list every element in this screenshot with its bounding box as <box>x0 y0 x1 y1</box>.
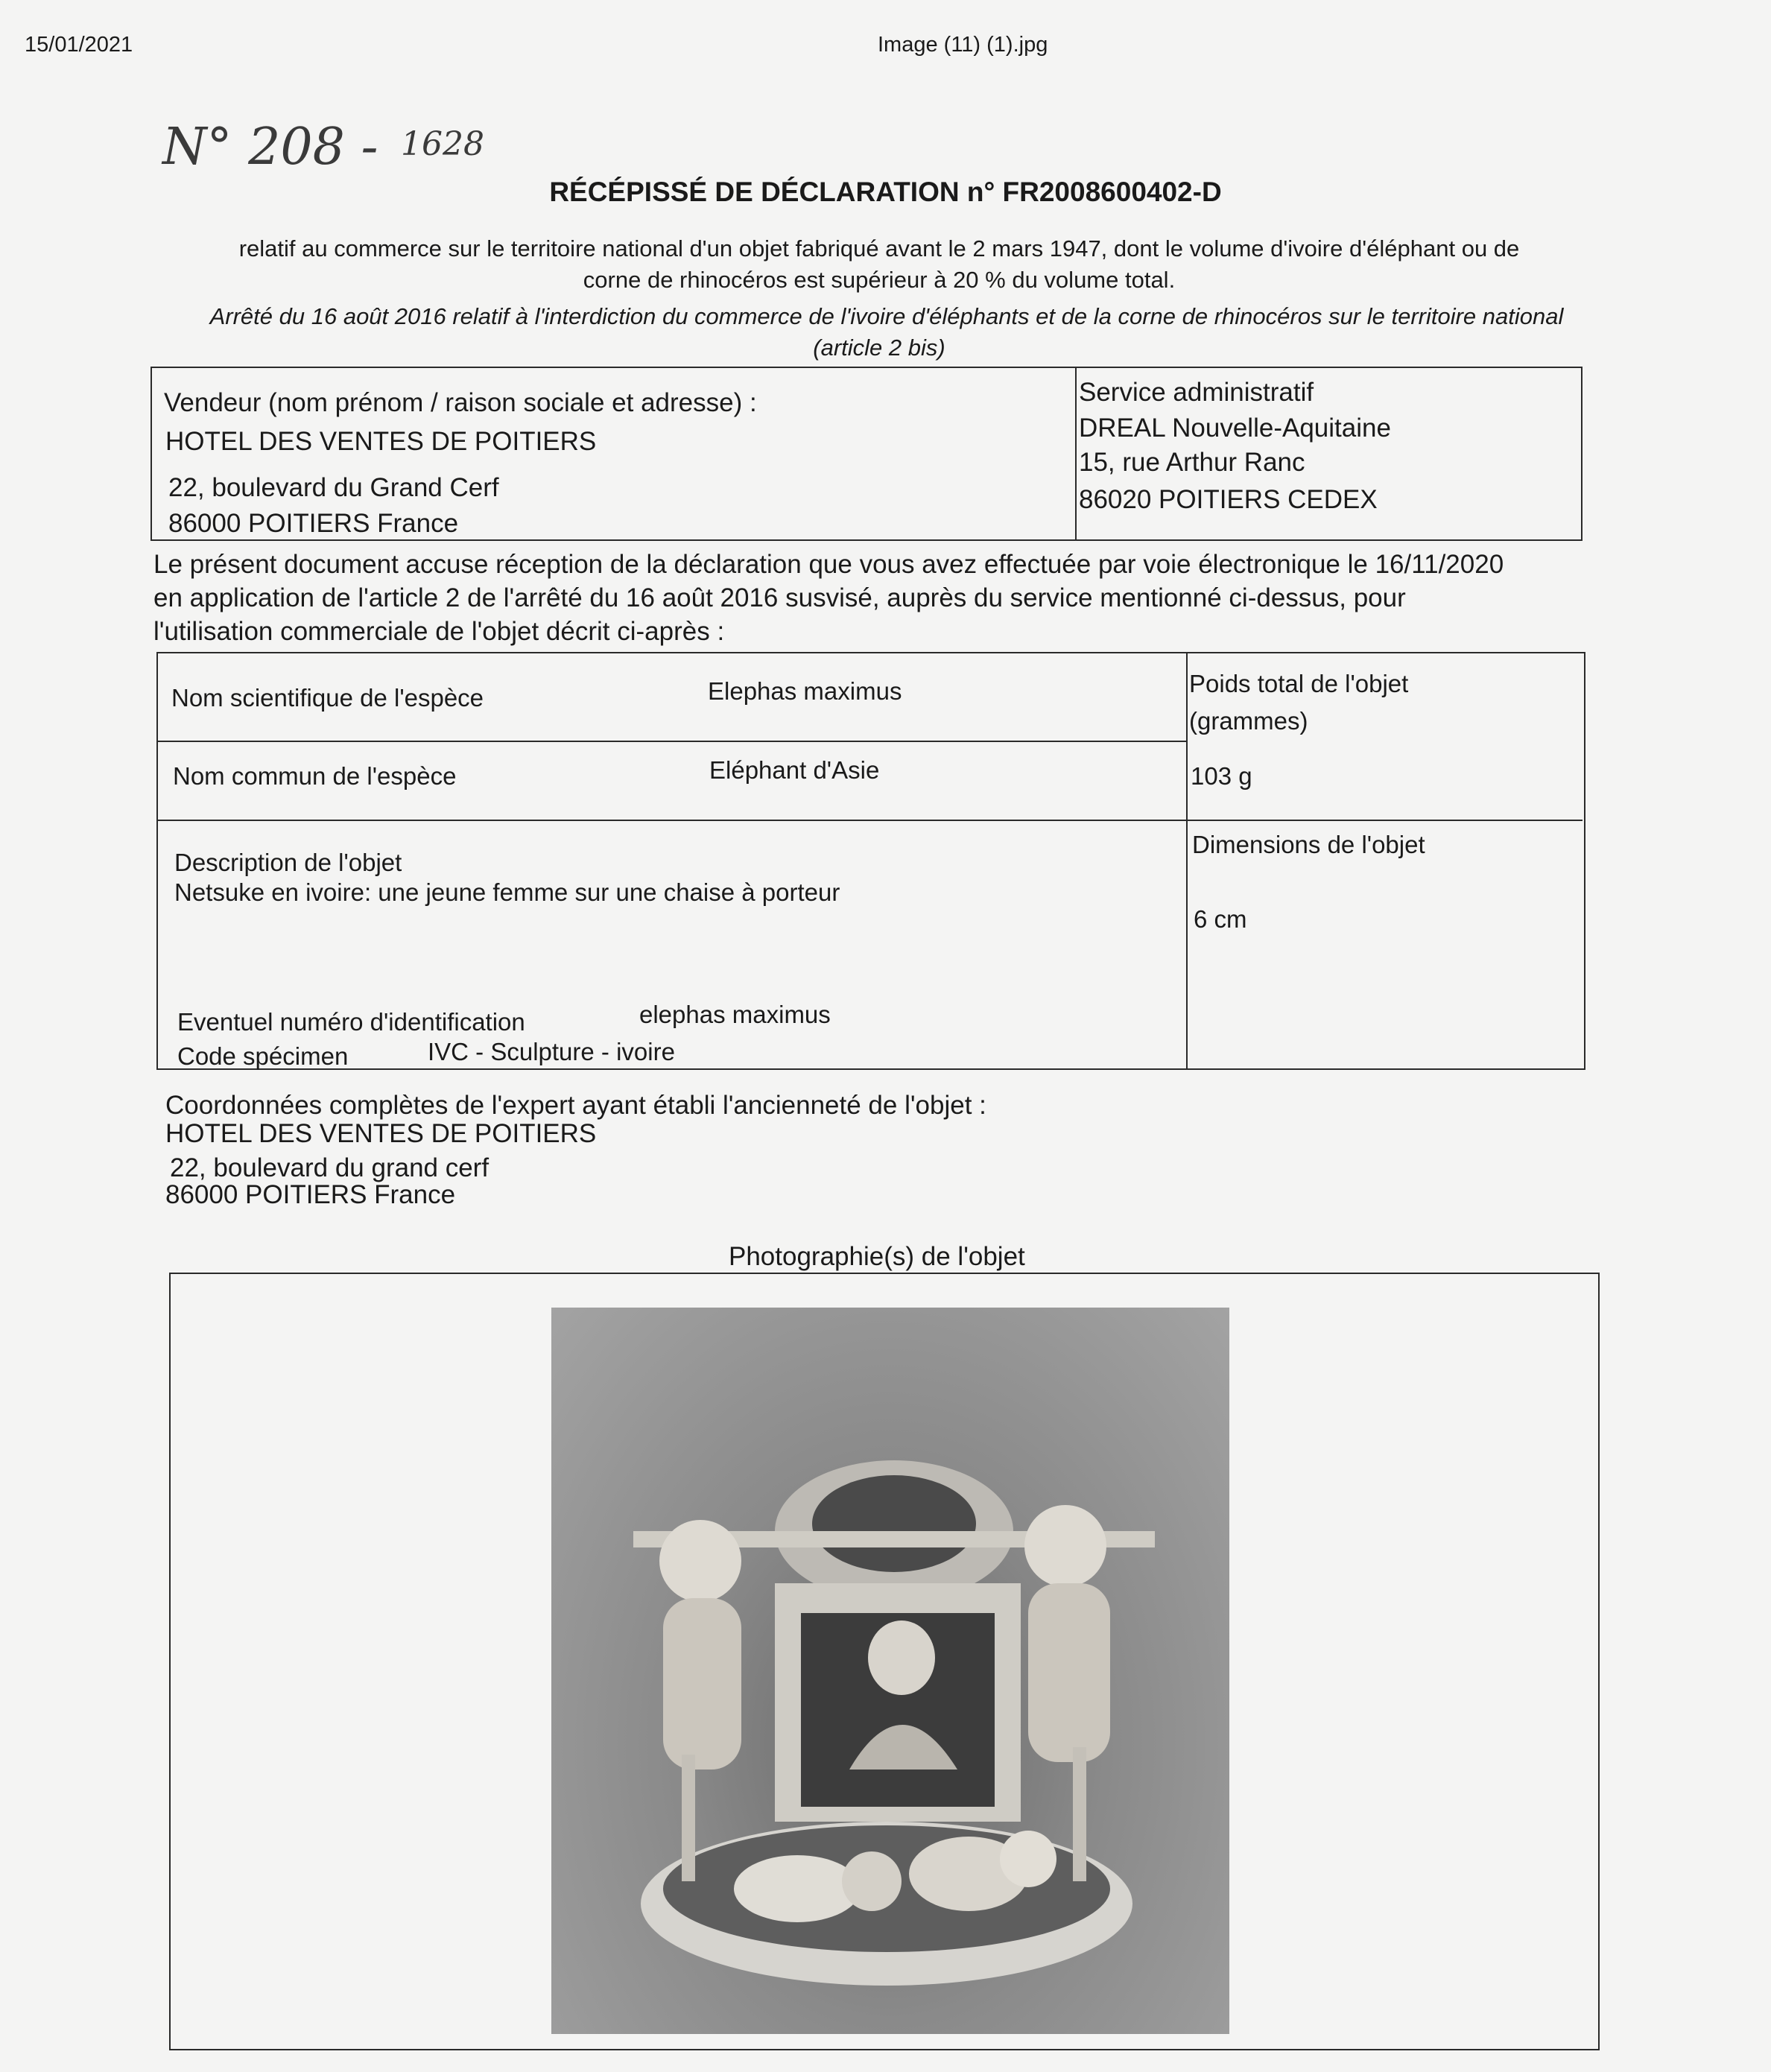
photos-label: Photographie(s) de l'objet <box>729 1242 1025 1271</box>
acknowledgement-line-2: en application de l'article 2 de l'arrêté du 16 août 2016 susvisé, auprès du service mentionné ci-dessus, pour <box>153 583 1406 612</box>
identification-label: Eventuel numéro d'identification <box>177 1008 525 1036</box>
document-title: RÉCÉPISSÉ DE DÉCLARATION n° FR2008600402-D <box>549 177 1222 207</box>
service-name: DREAL Nouvelle-Aquitaine <box>1079 414 1391 443</box>
seller-name: HOTEL DES VENTES DE POITIERS <box>165 427 597 456</box>
object-table-column-divider <box>1186 652 1188 1068</box>
expert-label: Coordonnées complètes de l'expert ayant établi l'ancienneté de l'objet : <box>165 1091 986 1120</box>
specimen-code-label: Code spécimen <box>177 1042 349 1070</box>
identification-value: elephas maximus <box>639 1001 831 1028</box>
handwritten-reference: 1628 <box>401 125 484 163</box>
scientific-name-label: Nom scientifique de l'espèce <box>171 684 484 712</box>
description-value: Netsuke en ivoire: une jeune femme sur une chaise à porteur <box>174 878 840 906</box>
dimensions-label: Dimensions de l'objet <box>1192 831 1425 858</box>
service-label: Service administratif <box>1079 378 1314 407</box>
acknowledgement-line-1: Le présent document accuse réception de la déclaration que vous avez effectuée par voie électronique le 16/11/2020 <box>153 550 1504 579</box>
object-table-row-divider-2 <box>158 820 1583 821</box>
common-name-label: Nom commun de l'espèce <box>173 762 457 790</box>
seller-address-line-2: 86000 POITIERS France <box>168 509 459 538</box>
intro-line-2: corne de rhinocéros est supérieur à 20 % du volume total. <box>583 267 1176 293</box>
acknowledgement-text <box>153 548 1644 648</box>
intro-line-1: relatif au commerce sur le territoire national d'un objet fabriqué avant le 2 mars 1947, dont le volume d'ivoire d'éléphant ou de <box>238 235 1520 262</box>
object-photo <box>551 1308 1229 2034</box>
expert-name: HOTEL DES VENTES DE POITIERS <box>165 1119 597 1148</box>
service-address-line-2: 86020 POITIERS CEDEX <box>1079 485 1378 514</box>
scientific-name-value: Elephas maximus <box>708 677 902 705</box>
object-table-row-divider-1 <box>158 741 1186 742</box>
seller-service-divider <box>1075 367 1077 539</box>
arrete-line-1: Arrêté du 16 août 2016 relatif à l'interdiction du commerce de l'ivoire d'éléphants et de la corne de rhinocéros sur le territoire national <box>209 303 1564 329</box>
dimensions-value: 6 cm <box>1194 905 1247 933</box>
description-label: Description de l'objet <box>174 849 402 876</box>
common-name-value: Eléphant d'Asie <box>709 756 880 784</box>
expert-address-line-1: 22, boulevard du grand cerf <box>170 1153 490 1182</box>
service-address-line-1: 15, rue Arthur Ranc <box>1079 448 1305 477</box>
file-name: Image (11) (1).jpg <box>878 33 1048 57</box>
handwritten-lot-number: N° 208 - <box>162 118 378 177</box>
specimen-code-value: IVC - Sculpture - ivoire <box>428 1038 675 1065</box>
acknowledgement-line-3: l'utilisation commerciale de l'objet décrit ci-après : <box>153 617 725 646</box>
netsuke-illustration <box>551 1308 1229 2034</box>
weight-value: 103 g <box>1191 762 1252 790</box>
seller-label: Vendeur (nom prénom / raison sociale et adresse) : <box>164 388 757 417</box>
expert-address-line-2: 86000 POITIERS France <box>165 1180 456 1209</box>
arrete-line-2: (article 2 bis) <box>813 335 945 361</box>
seller-address-line-1: 22, boulevard du Grand Cerf <box>168 473 499 502</box>
weight-label-line-1: Poids total de l'objet <box>1189 670 1409 697</box>
weight-label-line-2: (grammes) <box>1189 707 1308 735</box>
print-date: 15/01/2021 <box>25 33 133 57</box>
